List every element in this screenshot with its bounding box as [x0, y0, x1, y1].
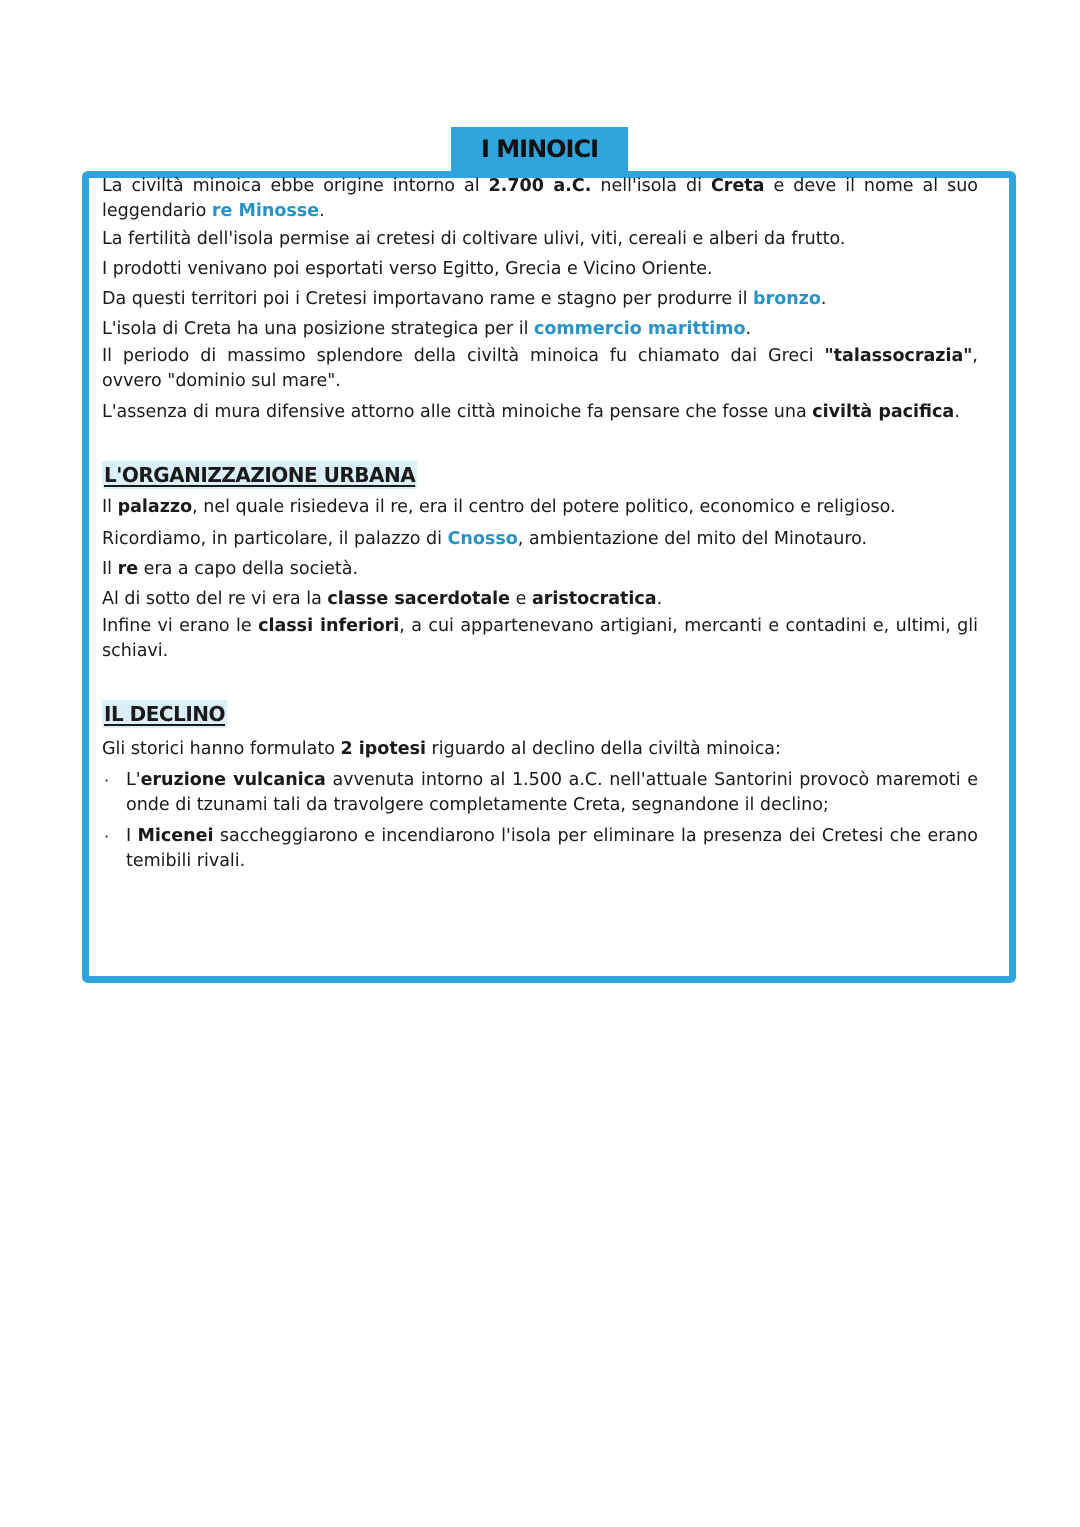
term-creta: Creta [710, 176, 765, 196]
text: saccheggiarono e incendiarono l'isola per eliminare la presenza dei Cretesi che erano temibili rivali. [126, 826, 978, 871]
text: L' [126, 770, 141, 790]
text: , ambientazione del mito del Minotauro. [517, 529, 868, 549]
decline-intro [102, 734, 978, 764]
text: , ovvero "dominio sul mare". [102, 346, 978, 391]
text: era a capo della società. [138, 559, 359, 579]
list-item [102, 824, 978, 874]
text: Da questi territori poi i Cretesi importavano rame e stagno per produrre il [102, 289, 754, 309]
intro-paragraph-5 [102, 314, 978, 344]
text: L'isola di Creta ha una posizione strategica per il [102, 319, 535, 339]
term-classi-inferiori: classi inferiori [258, 616, 400, 636]
term-cnosso: Cnosso [447, 529, 518, 549]
content-body [102, 174, 978, 880]
intro-paragraph-1 [102, 174, 978, 224]
text: , a cui appartenevano artigiani, mercanti e contadini e, ultimi, gli schiavi. [102, 616, 979, 661]
term-re: re [117, 559, 139, 579]
urban-paragraph-1 [102, 495, 978, 520]
text: Al di sotto del re vi era la [102, 589, 328, 609]
list-item [102, 768, 978, 818]
text: Il periodo di massimo splendore della civiltà minoica fu chiamato dai Greci [102, 346, 825, 366]
term-classe-sacerdotale: classe sacerdotale [327, 589, 511, 609]
text: L'assenza di mura difensive attorno alle città minoiche fa pensare che fosse una [102, 402, 813, 422]
text: , nel quale risiedeva il re, era il centro del potere politico, economico e religioso. [192, 497, 896, 517]
text: nell'isola di [591, 176, 711, 196]
urban-paragraph-5 [102, 614, 978, 664]
text: . [745, 319, 752, 339]
text: Gli storici hanno formulato [102, 739, 341, 759]
text: e [510, 589, 532, 609]
term-eruzione-vulcanica: eruzione vulcanica [140, 770, 326, 790]
intro-paragraph-2: La fertilità dell'isola permise ai cretesi di coltivare ulivi, viti, cereali e alberi da frutto. [102, 229, 846, 249]
intro-paragraph-7 [102, 400, 978, 425]
text: riguardo al declino della civiltà minoica: [425, 739, 781, 759]
intro-paragraph-3: I prodotti venivano poi esportati verso Egitto, Grecia e Vicino Oriente. [102, 259, 713, 279]
text: e deve il nome al suo leggendario [102, 176, 978, 221]
bullet-icon: · [104, 771, 110, 790]
term-palazzo: palazzo [117, 497, 193, 517]
hypotheses-list [102, 768, 978, 874]
term-micenei: Micenei [137, 826, 214, 846]
section-heading-urban: L'ORGANIZZAZIONE URBANA [104, 463, 416, 487]
text: avvenuta intorno al 1.500 a.C. nell'attuale Santorini provocò maremoti e onde di tzunami tali da travolgere completamente Creta, segnandone il declino; [126, 770, 978, 815]
term-re-minosse: re Minosse [211, 201, 320, 221]
text: Ricordiamo, in particolare, il palazzo di [102, 529, 448, 549]
text: I [126, 826, 138, 846]
term-aristocratica: aristocratica [531, 589, 657, 609]
text: La civiltà minoica ebbe origine intorno al [102, 176, 489, 196]
term-2-ipotesi: 2 ipotesi [340, 739, 426, 759]
text: Il [102, 559, 118, 579]
term-bronzo: bronzo [753, 289, 821, 309]
text: . [820, 289, 827, 309]
section-heading-decline: IL DECLINO [104, 702, 226, 726]
text: . [656, 589, 663, 609]
text: . [319, 201, 325, 221]
intro-paragraph-4 [102, 284, 978, 314]
urban-paragraph-4 [102, 584, 978, 614]
bullet-icon: · [104, 827, 110, 846]
date-2700: 2.700 a.C. [488, 176, 592, 196]
text: . [954, 402, 960, 422]
page-title: I MINOICI [451, 127, 628, 171]
text: Infine vi erano le [102, 616, 259, 636]
term-civilta-pacifica: civiltà pacifica [812, 402, 955, 422]
urban-paragraph-2 [102, 524, 978, 554]
text: Il [102, 497, 118, 517]
term-commercio-marittimo: commercio marittimo [534, 319, 746, 339]
urban-paragraph-3 [102, 554, 978, 584]
term-talassocrazia: "talassocrazia" [824, 346, 973, 366]
intro-paragraph-6 [102, 344, 978, 394]
